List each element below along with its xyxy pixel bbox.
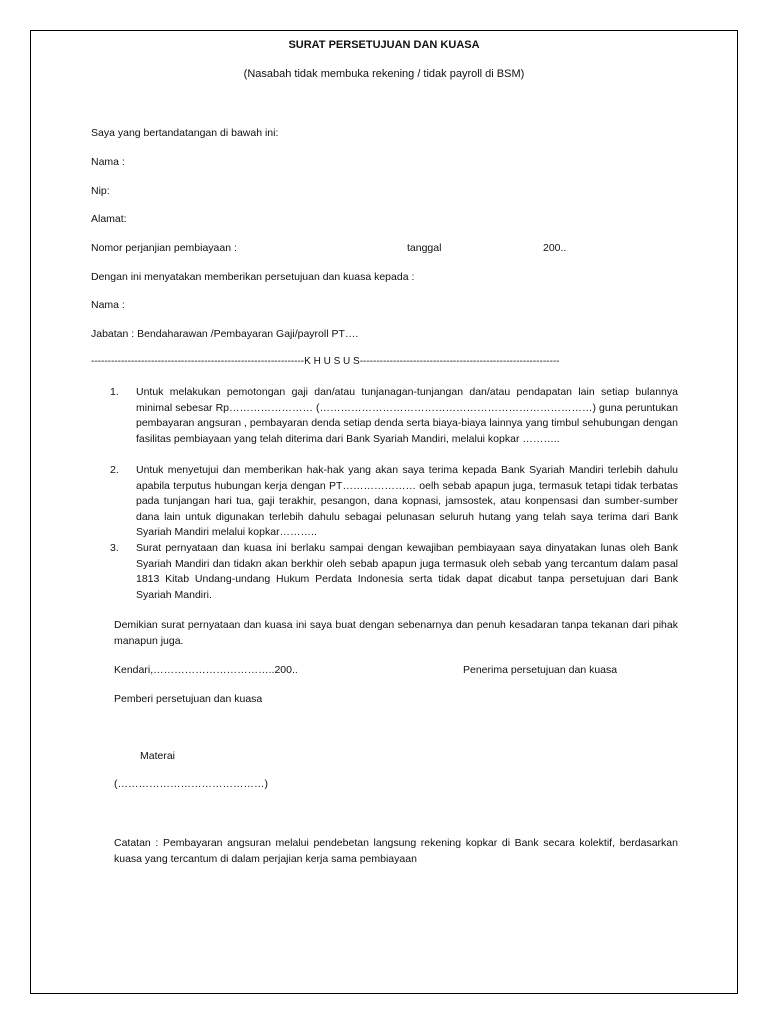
- note-text: Catatan : Pembayaran angsuran melalui pendebetan langsung rekening kopkar di Bank secara kolektif, berdasarkan kuasa yang tercantum di dalam perjajian kerja sama pembiayaan: [114, 837, 678, 865]
- list-item: [110, 541, 678, 603]
- field-nama-1: Nama :: [91, 156, 125, 168]
- closing-statement: Demikian surat pernyataan dan kuasa ini saya buat dengan sebenarnya dan penuh kesadaran tanpa tekanan dari pihak manapun juga.: [114, 619, 678, 647]
- field-nama-2: Nama :: [91, 299, 125, 311]
- field-nomor-perjanjian: Nomor perjanjian pembiayaan :: [91, 242, 237, 254]
- recipient-label: Penerima persetujuan dan kuasa: [463, 664, 618, 676]
- intro-text: Saya yang bertandatangan di bawah ini:: [91, 127, 279, 139]
- khusus-divider: ----------------------------------------------------------------K H U S U S------------------------------------------------------------: [91, 356, 560, 367]
- terms-list: [110, 385, 678, 603]
- list-item: [110, 385, 678, 463]
- materai-label: Materai: [140, 750, 176, 762]
- field-jabatan: Jabatan : Bendaharawan /Pembayaran Gaji/payroll PT….: [91, 328, 359, 340]
- document-subtitle: (Nasabah tidak membuka rekening / tidak payroll di BSM): [243, 68, 525, 80]
- list-item-text: Untuk menyetujui dan memberikan hak-hak yang akan saya terima kepada Bank Syariah Mandiri terlebih dahulu apabila terputus hubungan kerja dengan PT………………… oelh sebab apapun juga, termasuk tetapi tidak terbatas pada tunjangan hari tua, gaji terakhir, pesangon, dana kopnasi, jamsostek, atau konpensasi dan sumber-sumber dana lain untuk digunakan terlebih dahulu sebagai pelunasan seluruh hutang yang telah saya terima dari Bank Syariah Mandiri melalui kopkar………..: [136, 464, 678, 539]
- list-item-number: 1.: [110, 386, 119, 398]
- field-tahun: 200..: [543, 242, 567, 254]
- list-item-number: 2.: [110, 464, 119, 476]
- document-title: SURAT PERSETUJUAN DAN KUASA: [288, 39, 480, 51]
- list-item-text: Untuk melakukan pemotongan gaji dan/atau tunjanagan-tunjangan dan/atau pendapatan lain setiap bulannya minimal sebesar Rp…………………… (……………………………………………………………………) guna peruntukan pembayaran angsuran , pembayaran denda setiap denda serta biaya-biaya lainnya yang timbul sehubungan dengan fasilitas pembiayaan yang telah diterima dari Bank Syariah Mandiri, melalui kopkar ………..: [136, 386, 678, 445]
- giver-label: Pemberi persetujuan dan kuasa: [114, 693, 263, 705]
- statement-text: Dengan ini menyatakan memberikan persetujuan dan kuasa kepada :: [91, 271, 415, 283]
- list-item-number: 3.: [110, 542, 119, 554]
- field-nip: Nip:: [91, 185, 110, 197]
- field-tanggal: tanggal: [407, 242, 442, 254]
- place-date: Kendari,……………………………..200..: [114, 664, 298, 676]
- signature-line: (……………………………………): [114, 778, 268, 790]
- field-alamat: Alamat:: [91, 213, 127, 225]
- list-item: [110, 463, 678, 541]
- list-item-text: Surat pernyataan dan kuasa ini berlaku sampai dengan kewajiban pembiayaan saya dinyatakan lunas oleh Bank Syariah Mandiri dan tidakn akan berkhir oleh sebab apapun juga termasuk oleh sebab yang tercantum dalam pasal 1813 Kitab Undang-undang Hukum Perdata Indonesia serta tidak dapat dicabut tanpa persetujuan dari Bank Syariah Mandiri.: [136, 542, 678, 601]
